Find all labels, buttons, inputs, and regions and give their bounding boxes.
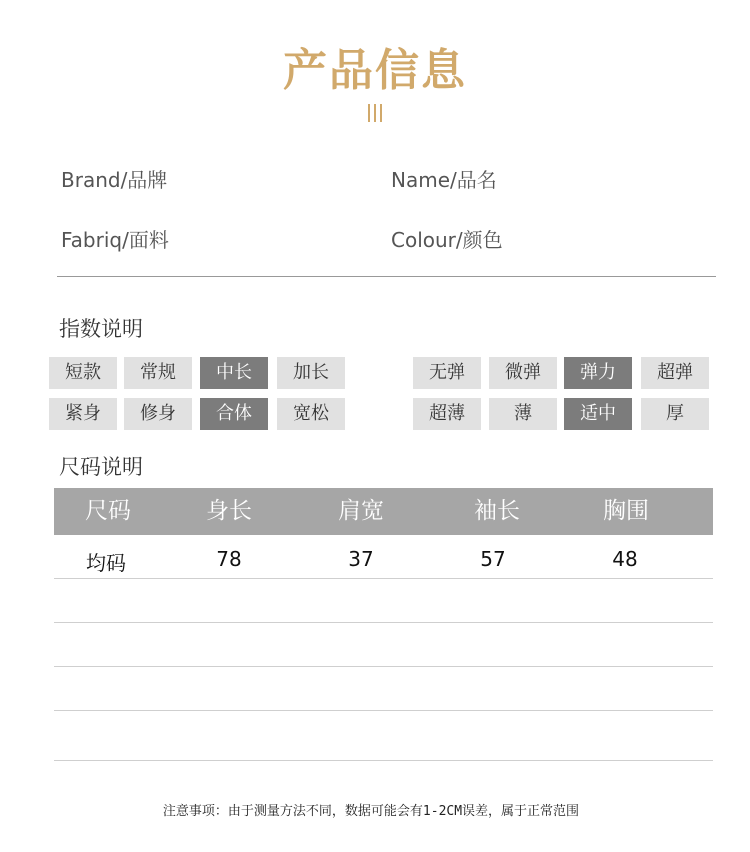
index-section-title: 指数说明 [59,317,143,341]
brand-label: Brand/品牌 [61,168,168,192]
tag-fit-tight: 紧身 [49,398,117,430]
colour-label: Colour/颜色 [391,228,503,252]
table-row-divider [54,710,713,711]
table-cell: 57 [480,547,506,571]
column-header: 袖长 [474,498,520,524]
size-section-title: 尺码说明 [59,455,143,479]
fabric-label: Fabriq/面料 [61,228,169,252]
tag-length-regular: 常规 [124,357,192,389]
tag-length-long: 加长 [277,357,345,389]
tag-thickness-thick: 厚 [641,398,709,430]
tag-fit-slim: 修身 [124,398,192,430]
table-cell: 78 [216,547,242,571]
size-table-header [54,488,713,535]
page-title: 产品信息 [283,45,467,96]
table-cell: 37 [348,547,374,571]
name-label: Name/品名 [391,168,497,192]
tag-fit-loose: 宽松 [277,398,345,430]
column-header: 身长 [206,498,252,524]
info-divider [57,276,716,277]
column-header: 尺码 [85,498,131,524]
tag-thickness-ultrathin: 超薄 [413,398,481,430]
tag-thickness-medium: 适中 [564,398,632,430]
table-row-divider [54,622,713,623]
tag-elastic-slight: 微弹 [489,357,557,389]
tag-length-mid: 中长 [200,357,268,389]
tag-elastic-stretch: 弹力 [564,357,632,389]
table-cell: 48 [612,547,638,571]
table-row-divider [54,760,713,761]
tag-elastic-super: 超弹 [641,357,709,389]
table-row-divider [54,578,713,579]
column-header: 胸围 [603,498,649,524]
table-cell: 均码 [86,551,126,575]
tag-length-short: 短款 [49,357,117,389]
tag-fit-fitted: 合体 [200,398,268,430]
column-header: 肩宽 [338,498,384,524]
title-divider-icon [366,104,384,122]
tag-elastic-none: 无弹 [413,357,481,389]
measurement-note: 注意事项：由于测量方法不同，数据可能会有1-2CM误差，属于正常范围 [162,804,580,819]
tag-thickness-thin: 薄 [489,398,557,430]
table-row-divider [54,666,713,667]
